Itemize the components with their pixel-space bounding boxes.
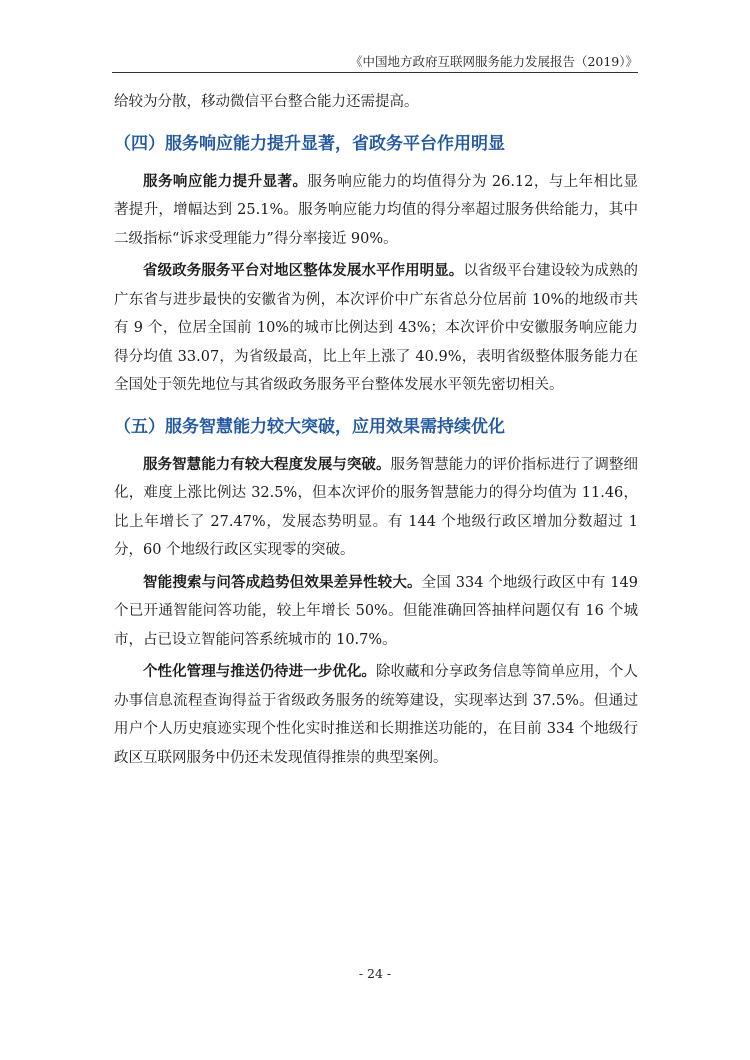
header-divider: [112, 72, 638, 73]
paragraph-text: 以省级平台建设较为成熟的广东省与进步最快的安徽省为例，本次评价中广东省总分位居前 10%的地级市共有 9 个，位居全国前 10%的城市比例达到 43%；本次评价中安徽服务响应能力得分均值 33.07，为省级最高，比上年上涨了 40.9%，表明省级整体服务能力在全国处于领先地位与其省级政务服务平台整体发展水平领先密切相关。: [114, 263, 639, 393]
paragraph-text: 服务响应能力的均值得分为 26.12，与上年相比显著提升，增幅达到 25.1%。服务响应能力均值的得分率超过服务供给能力，其中二级指标“诉求受理能力”得分率接近 90%。: [114, 173, 639, 247]
intro-paragraph: 给较为分散，移动微信平台整合能力还需提高。: [114, 94, 419, 110]
section-5-paragraph-1: [114, 451, 638, 565]
paragraph-text: 服务智慧能力的评价指标进行了调整细化，难度上涨比例达 32.5%，但本次评价的服务智慧能力的得分均值为 11.46，比上年增长了 27.47%，发展态势明显。有 144 个地级行政区增加分数超过 1 分，60 个地级行政区实现零的突破。: [114, 456, 638, 558]
page-body: [114, 88, 638, 772]
page-number: - 24 -: [358, 966, 392, 981]
paragraph-text: 除收藏和分享政务信息等简单应用，个人办事信息流程查询得益于省级政务服务的统筹建设，实现率达到 37.5%。但通过用户个人历史痕迹实现个性化实时推送和长期推送功能的，在目前 334 个地级行政区互联网服务中仍还未发现值得推崇的典型案例。: [114, 664, 638, 766]
section-4-paragraph-2: [114, 257, 638, 400]
paragraph-lead: 服务响应能力提升显著。: [143, 173, 308, 190]
running-header: 《中国地方政府互联网服务能力发展报告（2019）》: [349, 54, 638, 69]
section-5-heading: （五）服务智慧能力较大突破，应用效果需持续优化: [114, 416, 505, 437]
section-4-paragraph-1: [114, 168, 638, 254]
paragraph-lead: 省级政务服务平台对地区整体发展水平作用明显。: [143, 263, 464, 279]
paragraph-text: 全国 334 个地级行政区中有 149 个已开通智能问答功能，较上年增长 50%。但能准确回答抽样问题仅有 16 个城市，占已设立智能问答系统城市的 10.7%。: [114, 574, 638, 648]
section-5-paragraph-3: [114, 658, 638, 772]
paragraph-lead: 智能搜索与问答成趋势但效果差异性较大。: [143, 574, 422, 591]
paragraph-lead: 服务智慧能力有较大程度发展与突破。: [143, 456, 391, 473]
section-4-heading: （四）服务响应能力提升显著，省政务平台作用明显: [114, 133, 505, 154]
section-5-paragraph-2: [114, 569, 638, 655]
paragraph-lead: 个性化管理与推送仍待进一步优化。: [143, 664, 376, 680]
